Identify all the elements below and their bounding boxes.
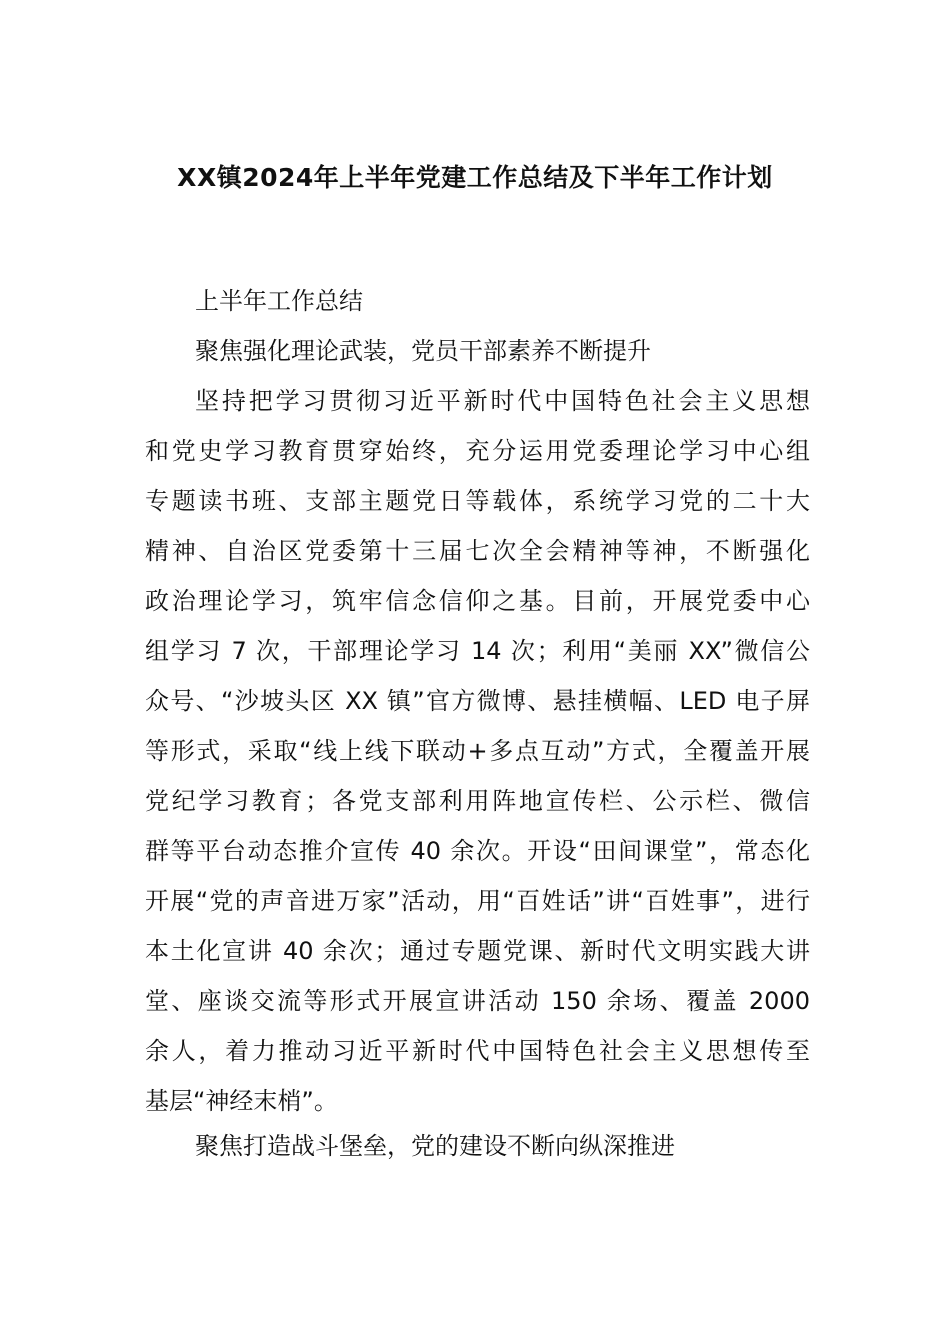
paragraph-line: 坚持把学习贯彻习近平新时代中国特色社会主义思想 bbox=[195, 387, 810, 415]
subheading-party-building: 聚焦打造战斗堡垒，党的建设不断向纵深推进 bbox=[195, 1132, 675, 1160]
paragraph-line: 专题读书班、支部主题党日等载体，系统学习党的二十大 bbox=[145, 487, 810, 515]
paragraph-line: 和党史学习教育贯穿始终，充分运用党委理论学习中心组 bbox=[145, 437, 810, 465]
paragraph-line: 精神、自治区党委第十三届七次全会精神等神，不断强化 bbox=[145, 537, 810, 565]
paragraph-line: 众号、“沙坡头区 XX 镇”官方微博、悬挂横幅、LED 电子屏 bbox=[145, 687, 810, 715]
subheading-theory: 聚焦强化理论武装，党员干部素养不断提升 bbox=[195, 337, 651, 365]
paragraph-line: 开展“党的声音进万家”活动，用“百姓话”讲“百姓事”，进行 bbox=[145, 887, 810, 915]
paragraph-line: 本土化宣讲 40 余次；通过专题党课、新时代文明实践大讲 bbox=[145, 937, 810, 965]
document-title: XX镇2024年上半年党建工作总结及下半年工作计划 bbox=[177, 163, 773, 192]
paragraph-line: 等形式，采取“线上线下联动+多点互动”方式，全覆盖开展 bbox=[145, 737, 810, 765]
paragraph-line: 基层“神经末梢”。 bbox=[145, 1087, 338, 1115]
paragraph-line: 党纪学习教育；各党支部利用阵地宣传栏、公示栏、微信 bbox=[145, 787, 810, 815]
paragraph-line: 组学习 7 次，干部理论学习 14 次；利用“美丽 XX”微信公 bbox=[145, 637, 810, 665]
section-heading: 上半年工作总结 bbox=[195, 287, 363, 315]
paragraph-line: 群等平台动态推介宣传 40 余次。开设“田间课堂”，常态化 bbox=[145, 837, 810, 865]
paragraph-line: 政治理论学习，筑牢信念信仰之基。目前，开展党委中心 bbox=[145, 587, 810, 615]
paragraph-line: 余人，着力推动习近平新时代中国特色社会主义思想传至 bbox=[145, 1037, 810, 1065]
paragraph-line: 堂、座谈交流等形式开展宣讲活动 150 余场、覆盖 2000 bbox=[145, 987, 810, 1015]
paragraph-theory-study bbox=[145, 383, 810, 1133]
